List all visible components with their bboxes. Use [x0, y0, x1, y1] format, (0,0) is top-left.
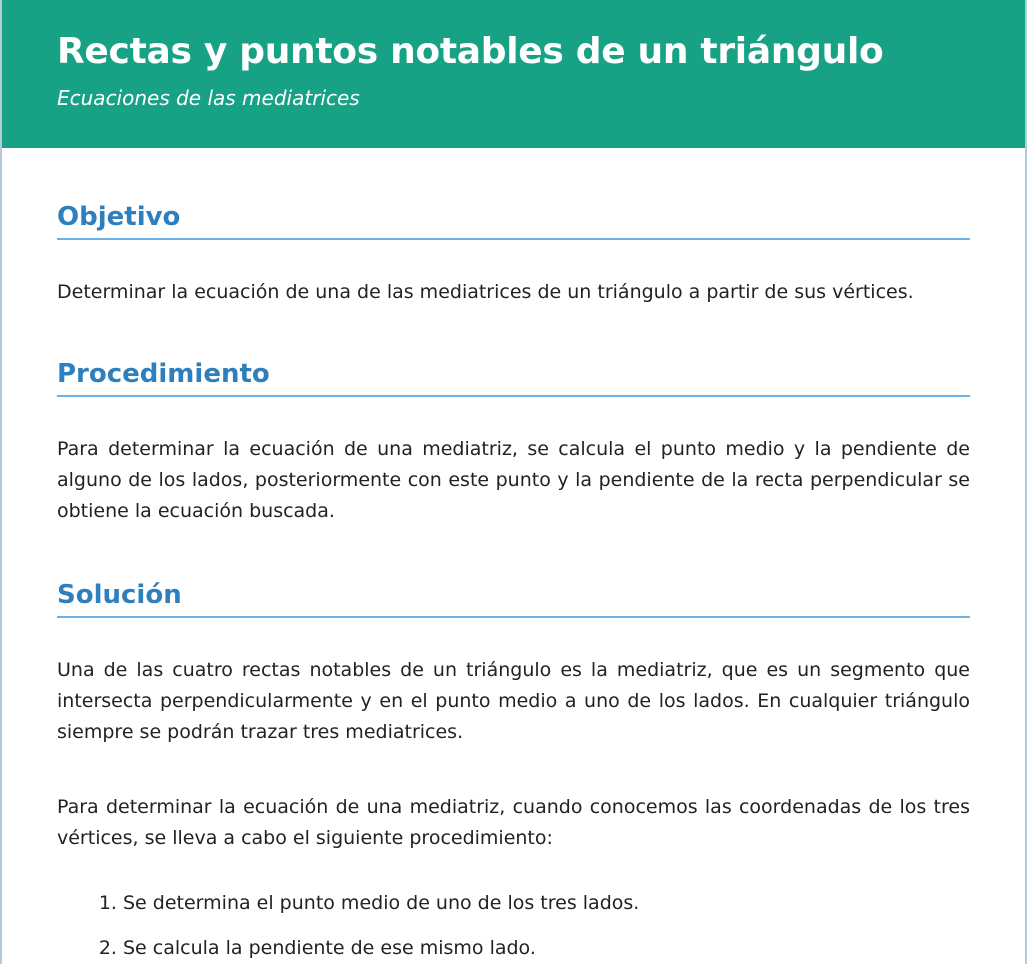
section-heading-objetivo: Objetivo [57, 200, 970, 240]
page-title: Rectas y puntos notables de un triángulo [57, 31, 884, 72]
step-item: 1. Se determina el punto medio de uno de los tres lados. [123, 888, 970, 919]
step-item: 2. Se calcula la pendiente de ese mismo lado. [123, 933, 970, 964]
steps-list [57, 888, 970, 964]
page-header [2, 0, 1025, 148]
solucion-paragraph-2: Para determinar la ecuación de una mediatriz, cuando conocemos las coordenadas de los tres vértices, se lleva a cabo el siguiente procedimiento: [57, 796, 970, 849]
section-objetivo [57, 200, 970, 308]
section-solucion [57, 578, 970, 964]
section-procedimiento [57, 357, 970, 527]
solucion-paragraph-1: Una de las cuatro rectas notables de un triángulo es la mediatriz, que es un segmento que intersecta perpendicularmente y en el punto medio a uno de los lados. En cualquier triángulo siempre se podrán trazar tres mediatrices. [57, 659, 970, 743]
procedimiento-text: Para determinar la ecuación de una mediatriz, se calcula el punto medio y la pendiente de alguno de los lados, posteriormente con este punto y la pendiente de la recta perpendicular se obtiene la ecuación buscada. [57, 438, 970, 522]
section-heading-procedimiento: Procedimiento [57, 357, 970, 397]
page-subtitle: Ecuaciones de las mediatrices [57, 86, 360, 110]
page-content [2, 200, 1025, 964]
section-heading-solucion: Solución [57, 578, 970, 618]
objetivo-text: Determinar la ecuación de una de las mediatrices de un triángulo a partir de sus vértices. [57, 281, 914, 303]
